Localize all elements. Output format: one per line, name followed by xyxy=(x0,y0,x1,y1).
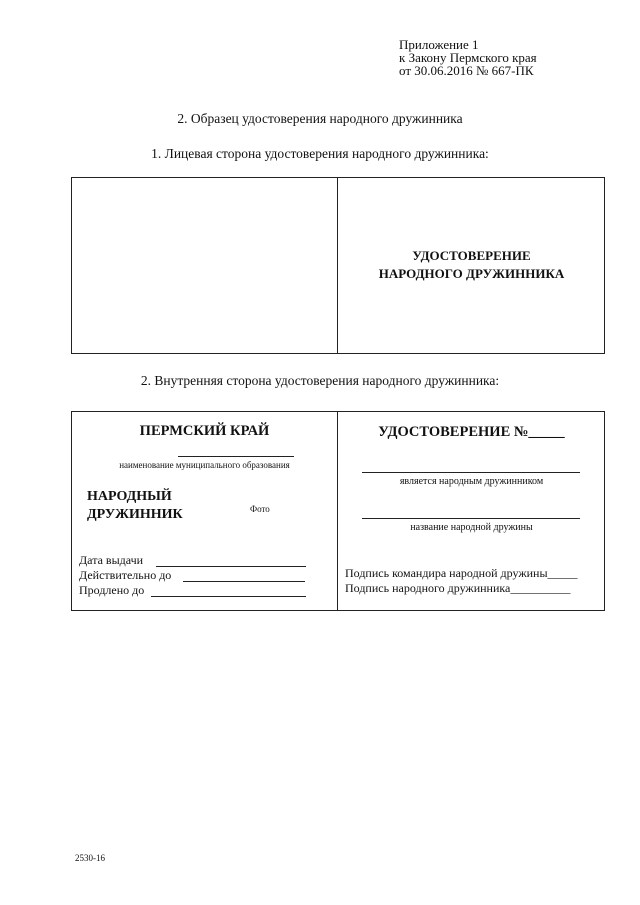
region-title: ПЕРМСКИЙ КРАЙ xyxy=(139,423,270,439)
front-card-title-line-2: НАРОДНОГО ДРУЖИННИКА xyxy=(378,266,565,281)
front-card-title xyxy=(338,247,605,283)
issue-date-line xyxy=(156,566,306,567)
front-side-card xyxy=(71,177,605,354)
member-name-line xyxy=(362,472,580,473)
commander-signature: Подпись командира народной дружины_____ xyxy=(345,566,578,580)
unit-name-line xyxy=(362,518,580,519)
is-member-caption: является народным дружинником xyxy=(399,476,544,487)
role-title-line-2: ДРУЖИННИК xyxy=(87,507,183,522)
inner-side-caption: 2. Внутренняя сторона удостоверения народного дружинника: xyxy=(140,373,500,388)
card-fold-line xyxy=(337,412,338,610)
front-side-caption: 1. Лицевая сторона удостоверения народного дружинника: xyxy=(151,146,489,161)
inner-side-card xyxy=(71,411,605,611)
front-card-title-line-1: УДОСТОВЕРЕНИЕ xyxy=(412,248,531,263)
footer-code: 2530-16 xyxy=(75,853,105,863)
appendix-line-2: к Закону Пермского края xyxy=(399,50,537,65)
issue-date-label: Дата выдачи xyxy=(79,553,144,567)
certificate-number-title: УДОСТОВЕРЕНИЕ №_____ xyxy=(378,424,565,440)
role-title xyxy=(87,488,183,524)
appendix-line-1: Приложение 1 xyxy=(399,37,479,52)
municipality-caption: наименование муниципального образования xyxy=(119,460,290,470)
valid-until-line xyxy=(183,581,305,582)
document-heading: 2. Образец удостоверения народного дружинника xyxy=(177,111,463,126)
appendix-line-3: от 30.06.2016 № 667-ПК xyxy=(399,63,534,78)
municipality-line xyxy=(178,456,294,457)
extended-until-line xyxy=(151,596,306,597)
photo-label: Фото xyxy=(250,504,270,514)
role-title-line-1: НАРОДНЫЙ xyxy=(87,489,172,504)
appendix-block xyxy=(399,38,537,77)
valid-until-label: Действительно до xyxy=(79,568,172,582)
unit-name-caption: название народной дружины xyxy=(410,522,533,533)
extended-until-label: Продлено до xyxy=(79,583,145,597)
member-signature: Подпись народного дружинника__________ xyxy=(345,581,571,595)
